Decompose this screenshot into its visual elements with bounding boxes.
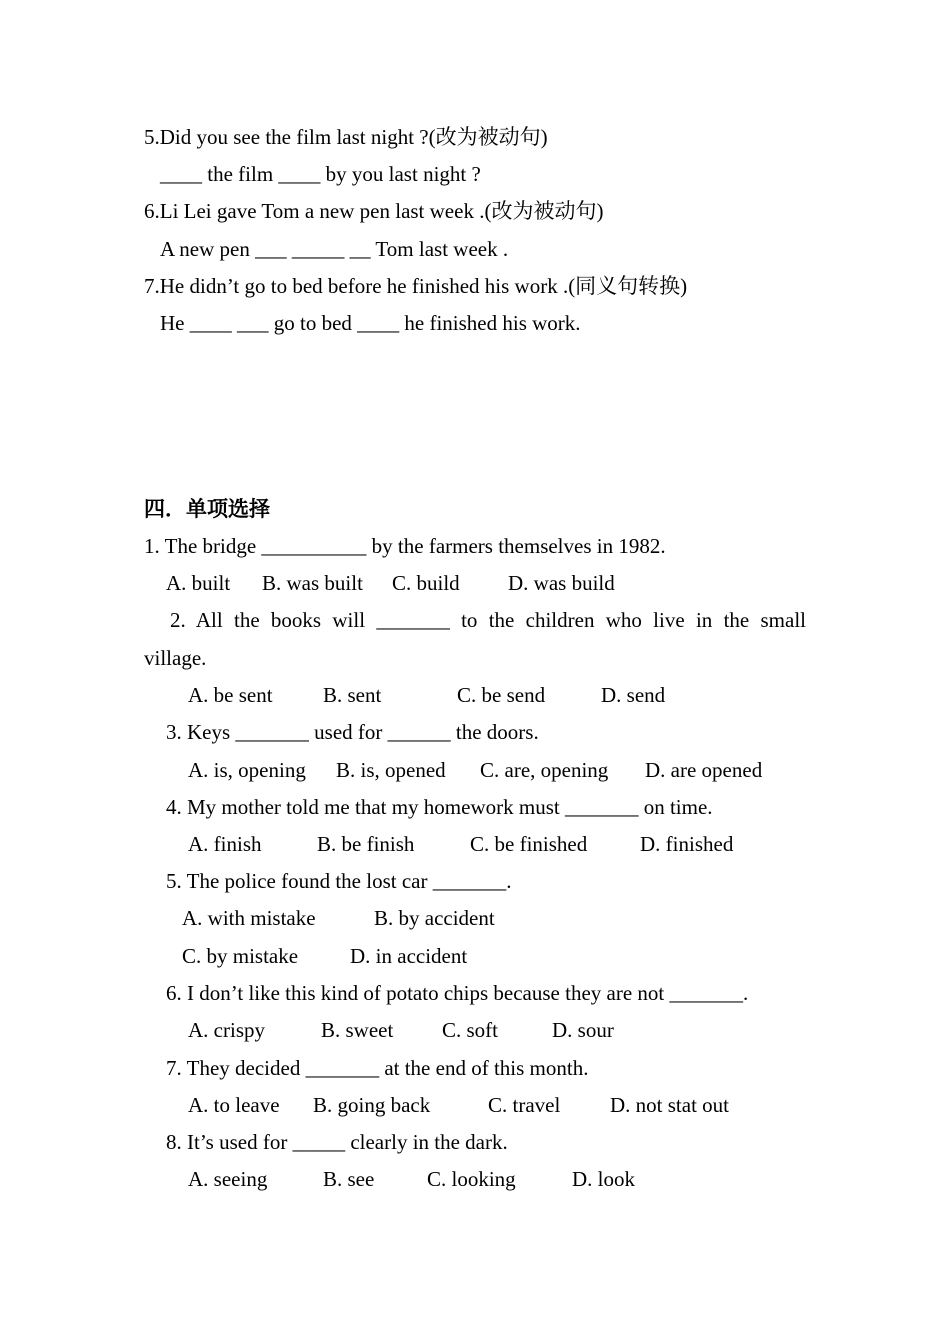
mc-q7-stem: 7. They decided _______ at the end of this month. <box>166 1056 589 1080</box>
mc-q8-option-c: C. looking <box>427 1167 516 1191</box>
mc-q8-stem: 8. It’s used for _____ clearly in the dark. <box>166 1130 508 1154</box>
mc-q2-option-b: B. sent <box>323 683 382 707</box>
mc-q3-stem: 3. Keys _______ used for ______ the doors. <box>166 720 539 744</box>
mc-q3-option-c: C. are, opening <box>480 758 609 782</box>
mc-q1-option-d: D. was build <box>508 571 615 595</box>
mc-q3-option-b: B. is, opened <box>336 758 446 782</box>
mc-q8-option-a: A. seeing <box>188 1167 268 1191</box>
rewrite-q6-answer: A new pen ___ _____ __ Tom last week . <box>160 237 509 261</box>
mc-q2-stem: 2. All the books will _______ to the children who live in the small <box>170 608 806 632</box>
mc-q8-option-d: D. look <box>572 1167 635 1191</box>
rewrite-q7-answer: He ____ ___ go to bed ____ he finished his work. <box>160 311 581 335</box>
mc-q4-option-c: C. be finished <box>470 832 588 856</box>
mc-q7-option-c: C. travel <box>488 1093 561 1117</box>
mc-q7-option-a: A. to leave <box>188 1093 280 1117</box>
mc-q4-option-a: A. finish <box>188 832 262 856</box>
rewrite-q5-text: 5.Did you see the film last night ?(改为被动句) <box>144 125 548 149</box>
mc-q2-option-d: D. send <box>601 683 666 707</box>
mc-q2-option-c: C. be send <box>457 683 546 707</box>
mc-q5-option-c: C. by mistake <box>182 944 299 968</box>
mc-q6-option-c: C. soft <box>442 1018 499 1042</box>
mc-q5-option-a: A. with mistake <box>182 906 316 930</box>
section-title: 四．单项选择 <box>144 497 270 521</box>
rewrite-q5-answer: ____ the film ____ by you last night ? <box>160 162 481 186</box>
mc-q1-option-b: B. was built <box>262 571 363 595</box>
mc-q6-option-a: A. crispy <box>188 1018 265 1042</box>
mc-q3-option-d: D. are opened <box>645 758 763 782</box>
mc-q1-stem: 1. The bridge __________ by the farmers themselves in 1982. <box>144 534 666 558</box>
mc-q4-option-b: B. be finish <box>317 832 415 856</box>
mc-q7-option-b: B. going back <box>313 1093 431 1117</box>
mc-q3-option-a: A. is, opening <box>188 758 306 782</box>
mc-q4-option-d: D. finished <box>640 832 734 856</box>
mc-q5-option-d: D. in accident <box>350 944 468 968</box>
mc-q1-option-c: C. build <box>392 571 460 595</box>
mc-q6-option-b: B. sweet <box>321 1018 394 1042</box>
mc-q2-option-a: A. be sent <box>188 683 273 707</box>
rewrite-q6-text: 6.Li Lei gave Tom a new pen last week .(改为被动句) <box>144 199 604 223</box>
mc-q2-stem-cont: village. <box>144 646 207 670</box>
mc-q5-stem: 5. The police found the lost car _______. <box>166 869 512 893</box>
mc-q5-option-b: B. by accident <box>374 906 495 930</box>
rewrite-q7-text: 7.He didn’t go to bed before he finished his work .(同义句转换) <box>144 274 688 298</box>
mc-q1-option-a: A. built <box>166 571 231 595</box>
mc-q7-option-d: D. not stat out <box>610 1093 729 1117</box>
mc-q8-option-b: B. see <box>323 1167 375 1191</box>
mc-q6-option-d: D. sour <box>552 1018 614 1042</box>
mc-q4-stem: 4. My mother told me that my homework must _______ on time. <box>166 795 713 819</box>
mc-q6-stem: 6. I don’t like this kind of potato chips because they are not _______. <box>166 981 749 1005</box>
